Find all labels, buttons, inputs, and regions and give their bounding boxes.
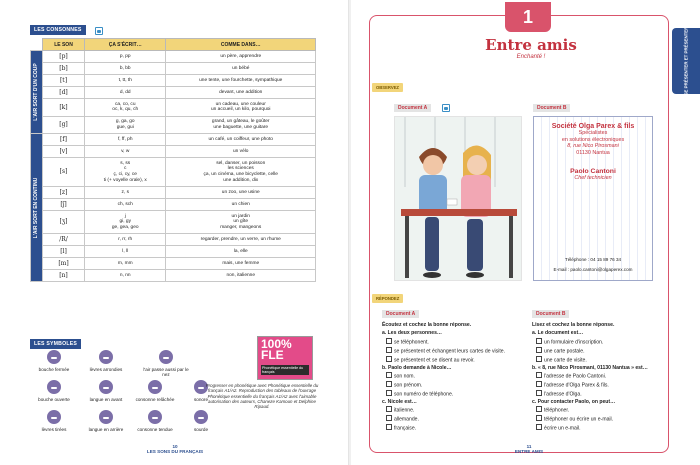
- credit-text: Progresser en phonétique avec Phonétique essentielle du français A1/A2. Reproduction des tableaux de l'ouvrage Phonétique essentielle du français A1/A2 avec l'aimable autorisation des auteurs, Chaneze Kamoun et Delphine Ripaud.: [205, 383, 319, 410]
- example-cell: sel, danser, un poisson les sciences ça, un cinéma, une bicyclette, celle une addition, dix: [166, 158, 316, 187]
- doc-b-label: [533, 104, 570, 112]
- symbols-heading: LES SYMBOLES: [30, 339, 81, 349]
- symbol-item: [80, 380, 132, 402]
- group-burst: [31, 51, 43, 134]
- table-corner: [31, 39, 43, 51]
- voiceless-icon: [194, 410, 208, 424]
- symbol-item: [28, 380, 80, 402]
- table-row: [31, 116, 316, 134]
- answer-checkbox[interactable]: son nom.: [382, 372, 520, 381]
- consonants-body: [31, 51, 316, 282]
- example-cell: un vélo: [166, 146, 316, 158]
- consonants-heading: LES CONSONNES: [30, 25, 86, 35]
- answer-checkbox[interactable]: se téléphonent.: [382, 338, 520, 347]
- sound-cell: /R/: [43, 234, 85, 246]
- side-tab-label: SE PRÉSENTER ET PRÉSENTER: [683, 26, 689, 96]
- sound-cell: [p]: [43, 51, 85, 63]
- col-header-example: COMME DANS…: [166, 39, 316, 51]
- group-label: L'AIR SORT D'UN COUP: [32, 63, 39, 121]
- answer-checkbox[interactable]: une carte postale.: [532, 347, 670, 356]
- answer-checkbox[interactable]: se présentent et échangent leurs cartes de visite.: [382, 347, 520, 356]
- right-folio: [489, 444, 569, 454]
- spelling-cell: n, nn: [85, 270, 166, 282]
- table-row: [31, 51, 316, 63]
- sound-cell: [ʃ]: [43, 198, 85, 210]
- col-header-spelling: ÇA S'ÉCRIT…: [85, 39, 166, 51]
- answer-checkbox[interactable]: l'adresse de Paolo Cantoni.: [532, 372, 670, 381]
- card-line1: Spécialistes: [578, 130, 608, 136]
- symbol-item: [140, 350, 192, 377]
- example-cell: une tente, une fourchette, sympathique: [166, 75, 316, 87]
- doc-a-label: [394, 104, 431, 112]
- tongue-back-icon: [99, 410, 113, 424]
- page-subtitle: Enchanté !: [516, 54, 546, 60]
- symbols-grid: [28, 350, 218, 440]
- closed-mouth-icon: [47, 350, 61, 364]
- question: c. Nicole est…: [382, 398, 417, 405]
- exercise-a: [382, 322, 520, 433]
- example-cell: un père, apprendre: [166, 51, 316, 63]
- card-name: Paolo Cantoni: [570, 168, 616, 175]
- symbol-item: [80, 350, 132, 372]
- spelling-cell: ch, sch: [85, 198, 166, 210]
- question: a. Le document est…: [532, 330, 584, 337]
- symbol-item: [178, 410, 224, 432]
- illustration-svg: [395, 117, 522, 281]
- answer-checkbox[interactable]: téléphoner ou écrire un e-mail.: [532, 415, 670, 424]
- left-footer: LES SONS DU FRANÇAIS: [146, 449, 204, 454]
- sound-cell: [n]: [43, 270, 85, 282]
- spelling-cell: b, bb: [85, 63, 166, 75]
- sound-cell: [f]: [43, 134, 85, 146]
- tongue-forward-icon: [99, 380, 113, 394]
- book-cover: [257, 336, 313, 380]
- symbol-label: consonne relâchée: [135, 397, 175, 402]
- symbol-item: [28, 350, 80, 372]
- col-b-doc-label: [532, 310, 569, 318]
- book-title: Phonétique essentielle du français: [261, 365, 309, 375]
- answer-checkbox[interactable]: italienne.: [382, 406, 520, 415]
- card-company: Société Olga Parex & fils: [551, 123, 635, 130]
- instruction: Écoutez et cochez la bonne réponse.: [382, 322, 472, 328]
- symbol-label: lèvres arrondies: [89, 367, 123, 372]
- example-cell: un chien: [166, 198, 316, 210]
- illustration-two-people: [394, 116, 522, 281]
- table-row: [31, 134, 316, 146]
- card-line2: en solutions électroniques: [561, 136, 625, 143]
- answer-checkbox[interactable]: l'adresse d'Olga Parex & fils.: [532, 381, 670, 390]
- relaxed-consonant-icon: [148, 380, 162, 394]
- spelling-cell: m, mm: [85, 258, 166, 270]
- example-cell: non, italienne: [166, 270, 316, 282]
- example-cell: un zoo, une usine: [166, 186, 316, 198]
- spelling-cell: g, ga, go gue, gui: [85, 116, 166, 134]
- example-cell: un jardin un gîte manger, mangeons: [166, 210, 316, 233]
- answer-checkbox[interactable]: se présentent et se disent au revoir.: [382, 356, 520, 365]
- spelling-cell: t, tt, th: [85, 75, 166, 87]
- spelling-cell: l, ll: [85, 246, 166, 258]
- answer-checkbox[interactable]: française.: [382, 424, 520, 433]
- sound-cell: [b]: [43, 63, 85, 75]
- audio-track-icon-2: [442, 104, 450, 112]
- table-row: [31, 234, 316, 246]
- answer-checkbox[interactable]: son numéro de téléphone.: [382, 390, 520, 399]
- example-cell: devant, une addition: [166, 87, 316, 99]
- question: b. Paolo demande à Nicole…: [382, 364, 452, 371]
- spelling-cell: p, pp: [85, 51, 166, 63]
- card-address1: 8, rue Nico Pirosmani: [567, 143, 619, 149]
- example-cell: la, elle: [166, 246, 316, 258]
- answer-checkbox[interactable]: son prénom.: [382, 381, 520, 390]
- symbol-label: bouche ouverte: [38, 397, 70, 402]
- left-page-number: 10: [172, 444, 178, 449]
- unit-number: 1: [505, 2, 551, 32]
- group-continuous: [31, 134, 43, 282]
- group-label: L'AIR SORT EN CONTINU: [32, 177, 39, 238]
- table-row: [31, 63, 316, 75]
- table-row: [31, 186, 316, 198]
- symbol-label: lèvres tirées: [41, 427, 67, 432]
- stretched-lips-icon: [47, 410, 61, 424]
- symbol-label: sonore: [193, 397, 209, 402]
- col-a-doc-text: Document A: [386, 311, 416, 317]
- answer-tag: RÉPONDEZ: [372, 294, 403, 303]
- question: a. Les deux personnes…: [382, 330, 443, 337]
- symbol-item: [132, 380, 178, 402]
- spelling-cell: s, ss c ç, ci, cy, ce ti (+ voyelle orale), x: [85, 158, 166, 187]
- nose-air-icon: [159, 350, 173, 364]
- symbol-label: langue en arrière: [88, 427, 124, 432]
- symbol-label: bouche fermée: [38, 367, 70, 372]
- sound-cell: [k]: [43, 99, 85, 117]
- card-phone: Téléphone : 04 15 89 76 34: [564, 257, 622, 262]
- example-cell: un bébé: [166, 63, 316, 75]
- card-job: Chef technicien: [574, 175, 612, 181]
- right-footer: ENTRE AMIS: [514, 449, 544, 454]
- left-folio: [135, 444, 215, 454]
- spelling-cell: ca, co, cu oc, k, qu, ch: [85, 99, 166, 117]
- question: b. « 8, rue Nico Pirosmani, 01130 Nantua » est…: [532, 364, 648, 371]
- spelling-cell: r, rr, rh: [85, 234, 166, 246]
- answer-checkbox[interactable]: téléphoner.: [532, 406, 670, 415]
- table-row: [31, 198, 316, 210]
- card-address2: 01130 Nantua: [576, 149, 610, 156]
- left-page: [0, 0, 349, 465]
- sound-cell: [d]: [43, 87, 85, 99]
- col-header-sound: LE SON: [43, 39, 85, 51]
- sound-cell: [v]: [43, 146, 85, 158]
- symbol-label: l'air passe aussi par le nez: [143, 367, 189, 377]
- spelling-cell: j gi, gy ge, gea, geo: [85, 210, 166, 233]
- table-row: [31, 246, 316, 258]
- col-b-doc-text: Document B: [536, 311, 566, 317]
- question: c. Pour contacter Paolo, on peut…: [532, 398, 616, 405]
- sound-cell: [z]: [43, 186, 85, 198]
- answer-checkbox[interactable]: un formulaire d'inscription.: [532, 338, 670, 347]
- answer-checkbox[interactable]: écrire un e-mail.: [532, 424, 670, 433]
- book-brand: 100% FLE: [261, 337, 292, 362]
- sound-cell: [g]: [43, 116, 85, 134]
- card-email: E-mail : paolo.cantoni@olgaperex.com: [553, 267, 633, 272]
- business-card: [533, 116, 653, 281]
- doc-b-text: Document B: [537, 105, 567, 111]
- sound-cell: [m]: [43, 258, 85, 270]
- symbol-label: consonne tendue: [137, 427, 173, 432]
- table-row: [31, 75, 316, 87]
- example-cell: mais, une femme: [166, 258, 316, 270]
- spelling-cell: v, w: [85, 146, 166, 158]
- col-a-doc-label: [382, 310, 419, 318]
- exercise-b: [532, 322, 670, 433]
- open-mouth-icon: [47, 380, 61, 394]
- table-row: [31, 99, 316, 117]
- rounded-lips-icon: [99, 350, 113, 364]
- spelling-cell: d, dd: [85, 87, 166, 99]
- side-tab[interactable]: [672, 28, 700, 94]
- sound-cell: [t]: [43, 75, 85, 87]
- tense-consonant-icon: [148, 410, 162, 424]
- instruction: Lisez et cochez la bonne réponse.: [532, 322, 615, 328]
- table-row: [31, 258, 316, 270]
- table-row: [31, 210, 316, 233]
- example-cell: grand, un gâteau, le goûter une baguette, une guitare: [166, 116, 316, 134]
- sound-cell: [ʒ]: [43, 210, 85, 233]
- table-row: [31, 158, 316, 187]
- sound-cell: [l]: [43, 246, 85, 258]
- table-row: [31, 87, 316, 99]
- spelling-cell: z, s: [85, 186, 166, 198]
- example-cell: un café, un coiffeur, une photo: [166, 134, 316, 146]
- table-row: [31, 270, 316, 282]
- audio-track-icon: [95, 27, 103, 35]
- answer-checkbox[interactable]: une carte de visite.: [532, 356, 670, 365]
- spelling-cell: f, ff, ph: [85, 134, 166, 146]
- page-title: Entre amis: [485, 36, 577, 54]
- symbol-label: langue en avant: [89, 397, 123, 402]
- symbol-label: sourde: [193, 427, 209, 432]
- answer-checkbox[interactable]: l'adresse d'Olga.: [532, 390, 670, 399]
- example-cell: regarder, prendre, un verre, un rhume: [166, 234, 316, 246]
- right-page-number: 11: [526, 444, 532, 449]
- example-cell: un cadeau, une couleur un accueil, un kilo, pourquoi: [166, 99, 316, 117]
- table-row: [31, 146, 316, 158]
- consonants-table: [30, 38, 316, 282]
- sound-cell: [s]: [43, 158, 85, 187]
- symbol-item: [80, 410, 132, 432]
- observe-tag: OBSERVEZ: [372, 83, 403, 92]
- symbol-item: [28, 410, 80, 432]
- answer-checkbox[interactable]: allemande.: [382, 415, 520, 424]
- doc-a-text: Document A: [398, 105, 428, 111]
- symbol-item: [132, 410, 178, 432]
